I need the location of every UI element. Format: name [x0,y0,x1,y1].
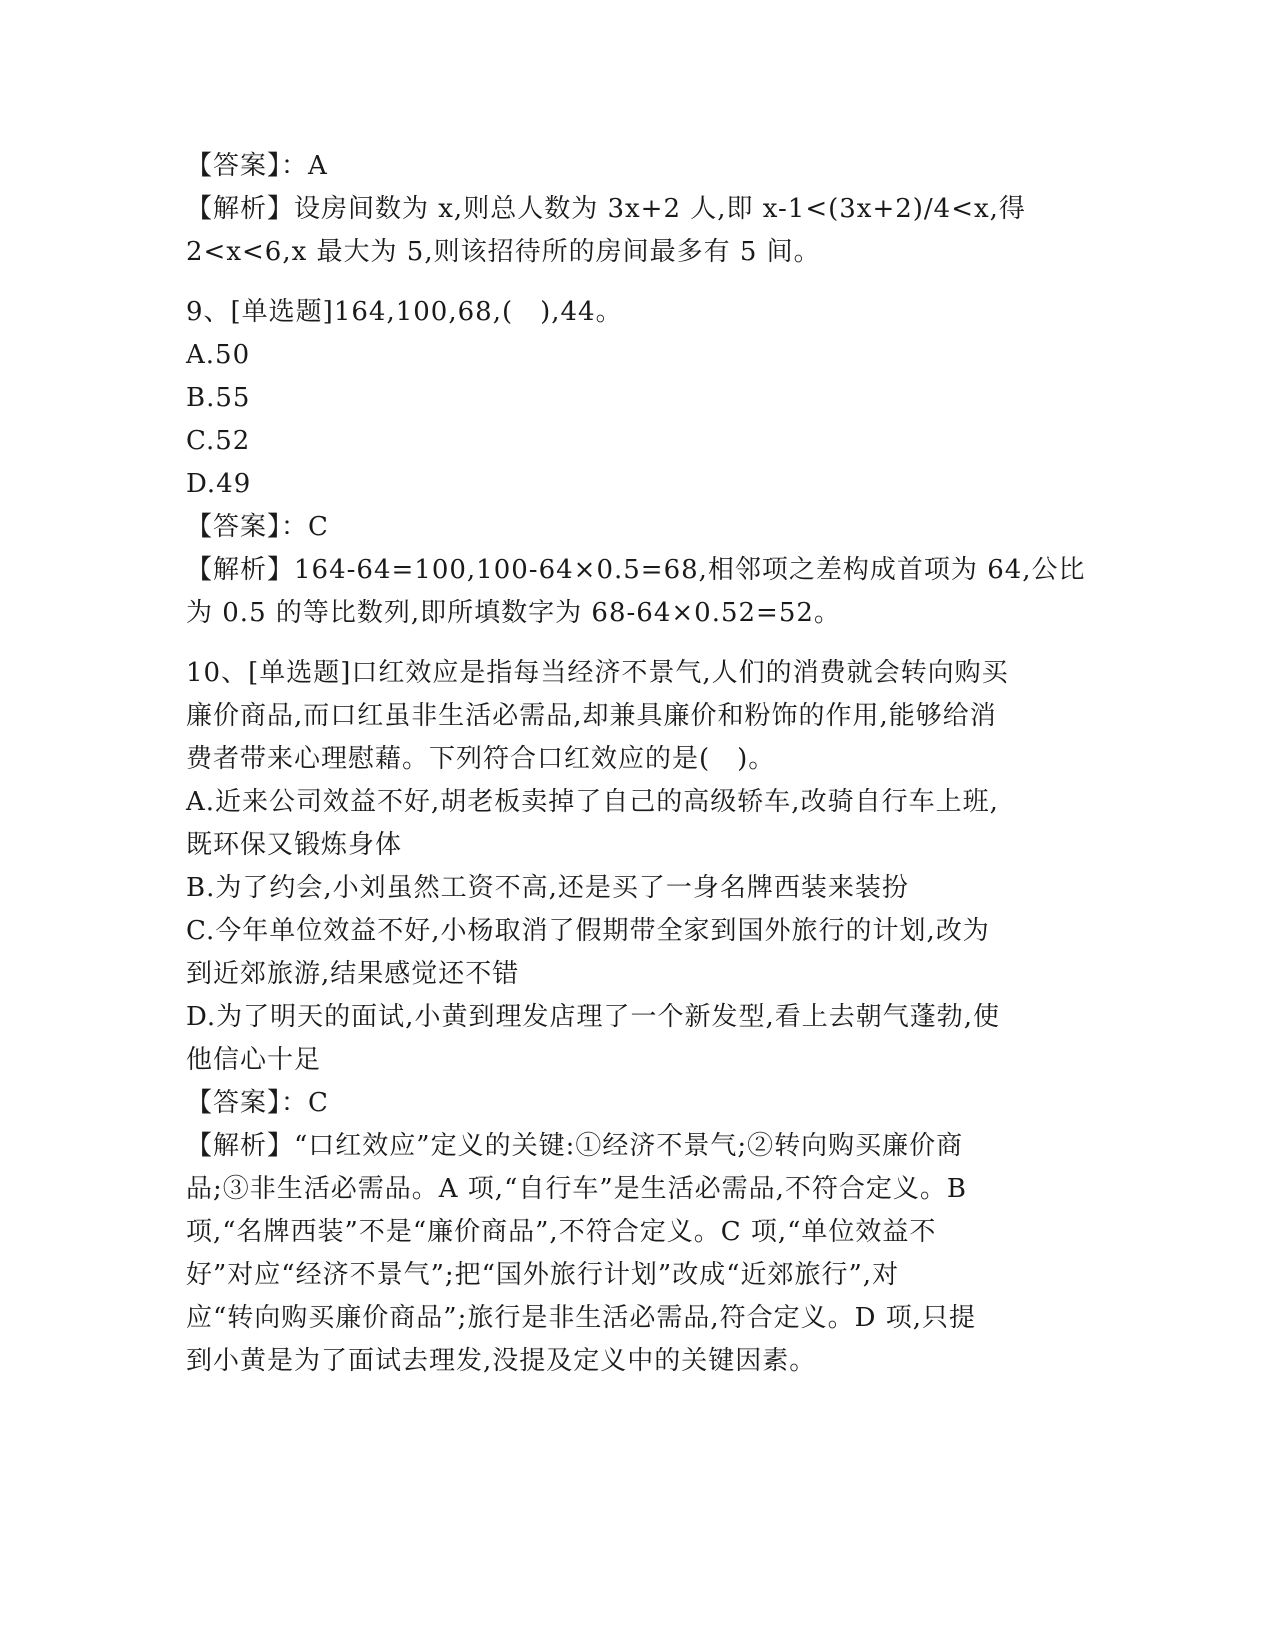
option-c: 到近郊旅游,结果感觉还不错 [186,959,520,989]
analysis-text: 为 0.5 的等比数列,即所填数字为 68-64×0.52=52。 [186,598,841,628]
option-b: B.为了约会,小刘虽然工资不高,还是买了一身名牌西装来装扮 [186,873,909,903]
analysis-text: 2<x<6,x 最大为 5,则该招待所的房间最多有 5 间。 [186,237,821,267]
option-c: C.52 [186,426,251,456]
option-b: B.55 [186,383,251,413]
analysis-text: 应“转向购买廉价商品”;旅行是非生活必需品,符合定义。D 项,只提 [186,1303,976,1333]
spacer [186,274,1076,291]
answer-label: 【答案】：A [186,151,328,181]
option-d: D.49 [186,469,252,499]
question-9 [186,291,1086,635]
option-a: A.50 [186,340,251,370]
analysis-text: 品;③非生活必需品。A 项,“自行车”是生活必需品,不符合定义。B [186,1174,968,1204]
question-10 [186,652,1076,1383]
analysis-text: 到小黄是为了面试去理发,没提及定义中的关键因素。 [186,1346,817,1376]
analysis-text: 【解析】“口红效应”定义的关键:①经济不景气;②转向购买廉价商 [186,1131,964,1161]
answer-label: 【答案】：C [186,1088,329,1118]
question-stem: 费者带来心理慰藉。下列符合口红效应的是( )。 [186,744,776,774]
question-8-tail [186,145,1076,274]
option-d: D.为了明天的面试,小黄到理发店理了一个新发型,看上去朝气蓬勃,使 [186,1002,1000,1032]
option-a: A.近来公司效益不好,胡老板卖掉了自己的高级轿车,改骑自行车上班, [186,787,999,817]
document-content [186,145,1086,1383]
spacer [186,635,1076,652]
question-stem: 9、[单选题]164,100,68,( ),44。 [186,297,623,327]
analysis-text: 【解析】164-64=100,100-64×0.5=68,相邻项之差构成首项为 64,公比 [186,555,1086,585]
analysis-text: 好”对应“经济不景气”;把“国外旅行计划”改成“近郊旅行”,对 [186,1260,900,1290]
analysis-text: 【解析】设房间数为 x,则总人数为 3x+2 人,即 x-1<(3x+2)/4<x,得 [186,194,1026,224]
answer-label: 【答案】：C [186,512,329,542]
option-c: C.今年单位效益不好,小杨取消了假期带全家到国外旅行的计划,改为 [186,916,990,946]
question-stem: 廉价商品,而口红虽非生活必需品,却兼具廉价和粉饰的作用,能够给消 [186,701,997,731]
question-stem: 10、[单选题]口红效应是指每当经济不景气,人们的消费就会转向购买 [186,658,1009,688]
option-a: 既环保又锻炼身体 [186,830,403,860]
option-d: 他信心十足 [186,1045,322,1075]
analysis-text: 项,“名牌西装”不是“廉价商品”,不符合定义。C 项,“单位效益不 [186,1217,937,1247]
